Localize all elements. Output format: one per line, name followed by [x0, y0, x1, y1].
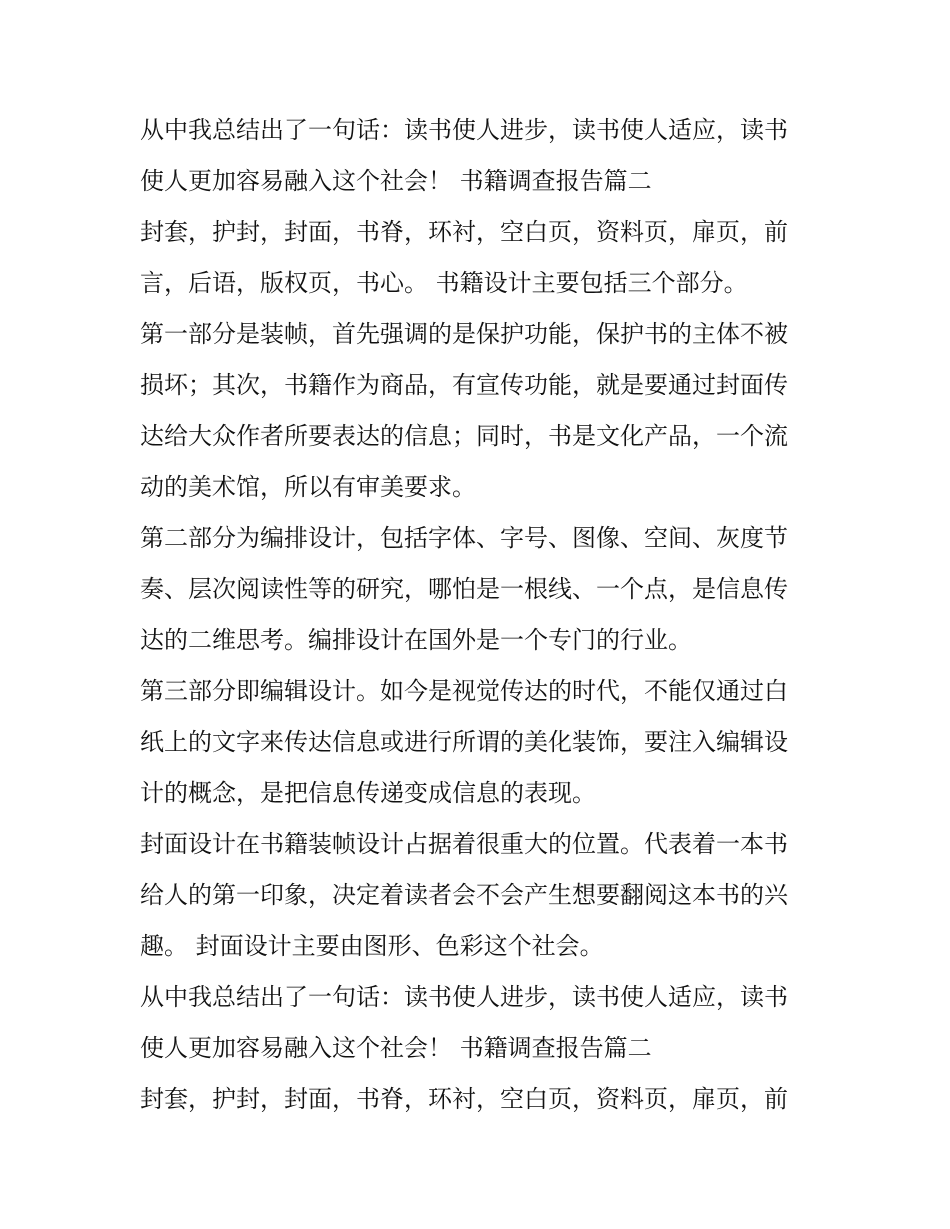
document-body	[140, 105, 820, 1125]
text-line: 言，后语，版权页，书心。 书籍设计主要包括三个部分。	[140, 269, 748, 297]
text-line: 从中我总结出了一句话：读书使人进步，读书使人适应，读书	[140, 983, 788, 1011]
text-line: 损坏；其次，书籍作为商品，有宣传功能，就是要通过封面传	[140, 371, 788, 399]
text-line: 封套，护封，封面，书脊，环衬，空白页，资料页，扉页，前	[140, 1085, 788, 1113]
text-line: 达给大众作者所要表达的信息；同时，书是文化产品，一个流	[140, 422, 788, 450]
text-line: 第三部分即编辑设计。如今是视觉传达的时代，不能仅通过白	[140, 677, 788, 705]
text-line: 给人的第一印象，决定着读者会不会产生想要翻阅这本书的兴	[140, 881, 788, 909]
text-line: 使人更加容易融入这个社会！ 书籍调查报告篇二	[140, 167, 652, 195]
text-line: 趣。 封面设计主要由图形、色彩这个社会。	[140, 932, 604, 960]
text-line: 使人更加容易融入这个社会！ 书籍调查报告篇二	[140, 1034, 652, 1062]
text-line: 达的二维思考。编排设计在国外是一个专门的行业。	[140, 626, 692, 654]
text-line: 纸上的文字来传达信息或进行所谓的美化装饰，要注入编辑设	[140, 728, 788, 756]
text-line: 第一部分是装帧，首先强调的是保护功能，保护书的主体不被	[140, 320, 788, 348]
text-line: 奏、层次阅读性等的研究，哪怕是一根线、一个点，是信息传	[140, 575, 788, 603]
text-line: 从中我总结出了一句话：读书使人进步，读书使人适应，读书	[140, 116, 788, 144]
text-line: 计的概念，是把信息传递变成信息的表现。	[140, 779, 596, 807]
text-line: 第二部分为编排设计，包括字体、字号、图像、空间、灰度节	[140, 524, 788, 552]
text-line: 动的美术馆，所以有审美要求。	[140, 473, 476, 501]
text-line: 封面设计在书籍装帧设计占据着很重大的位置。代表着一本书	[140, 830, 788, 858]
text-line: 封套，护封，封面，书脊，环衬，空白页，资料页，扉页，前	[140, 218, 788, 246]
